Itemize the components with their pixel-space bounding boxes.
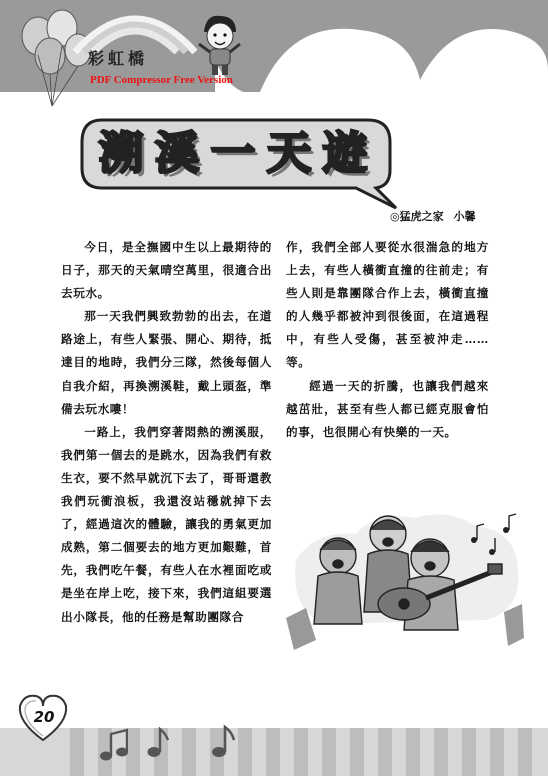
magazine-name: 彩虹橋 (88, 49, 149, 68)
author-name: 小馨 (453, 210, 476, 223)
left-text-column (61, 236, 272, 629)
right-text-column (286, 236, 489, 444)
footer-stripes (0, 728, 548, 776)
author-line (390, 208, 476, 224)
article-title: 溯溪一天遊 (99, 128, 379, 179)
paragraph: 那一天我們興致勃勃的出去，在道路途上，有些人緊張、開心、期待，抵達目的地時，我們分三隊，然後每個人自我介紹，再換溯溪鞋，戴上頭盔，準備去玩水嘍！ (61, 309, 272, 416)
watermark-text: PDF Compressor Free Version (90, 74, 233, 86)
paragraph: 一路上，我們穿著悶熱的溯溪服，我們第一個去的是跳水，因為我們有救生衣，要不然早就沉下去了，哥哥還教我們玩衝浪板，我還沒站穩就掉下去了，經過這次的體驗，讓我的勇氣更加成熟，第二個要去的地方更加艱難，首先，我們吃午餐，有些人在水裡面吃或是坐在岸上吃，接下來，我們這組要選出小隊長，他的任務是幫助團隊合 (61, 424, 272, 624)
music-note-icon (146, 726, 170, 758)
paragraph: 經過一天的折騰，也讓我們越來越茁壯，甚至有些人都已經克服會怕的事，也很開心有快樂的一天。 (286, 378, 489, 439)
singing-kids-illustration (286, 500, 524, 650)
author-unit: ◎猛虎之家 (390, 210, 444, 223)
paragraph: 作，我們全部人要從水很湍急的地方上去，有些人橫衝直撞的往前走；有些人則是靠團隊合作上去，橫衝直撞的人幾乎都被沖到很後面，在這過程中，有些人受傷，甚至被沖走……等。 (286, 240, 489, 370)
page-number: 20 (33, 708, 55, 726)
paragraph: 今日，是全撫國中生以上最期待的日子，那天的天氣晴空萬里，很適合出去玩水。 (61, 240, 272, 301)
music-note-icon (98, 728, 128, 762)
music-note-icon (210, 724, 236, 758)
cartoon-kid-icon (196, 14, 242, 76)
